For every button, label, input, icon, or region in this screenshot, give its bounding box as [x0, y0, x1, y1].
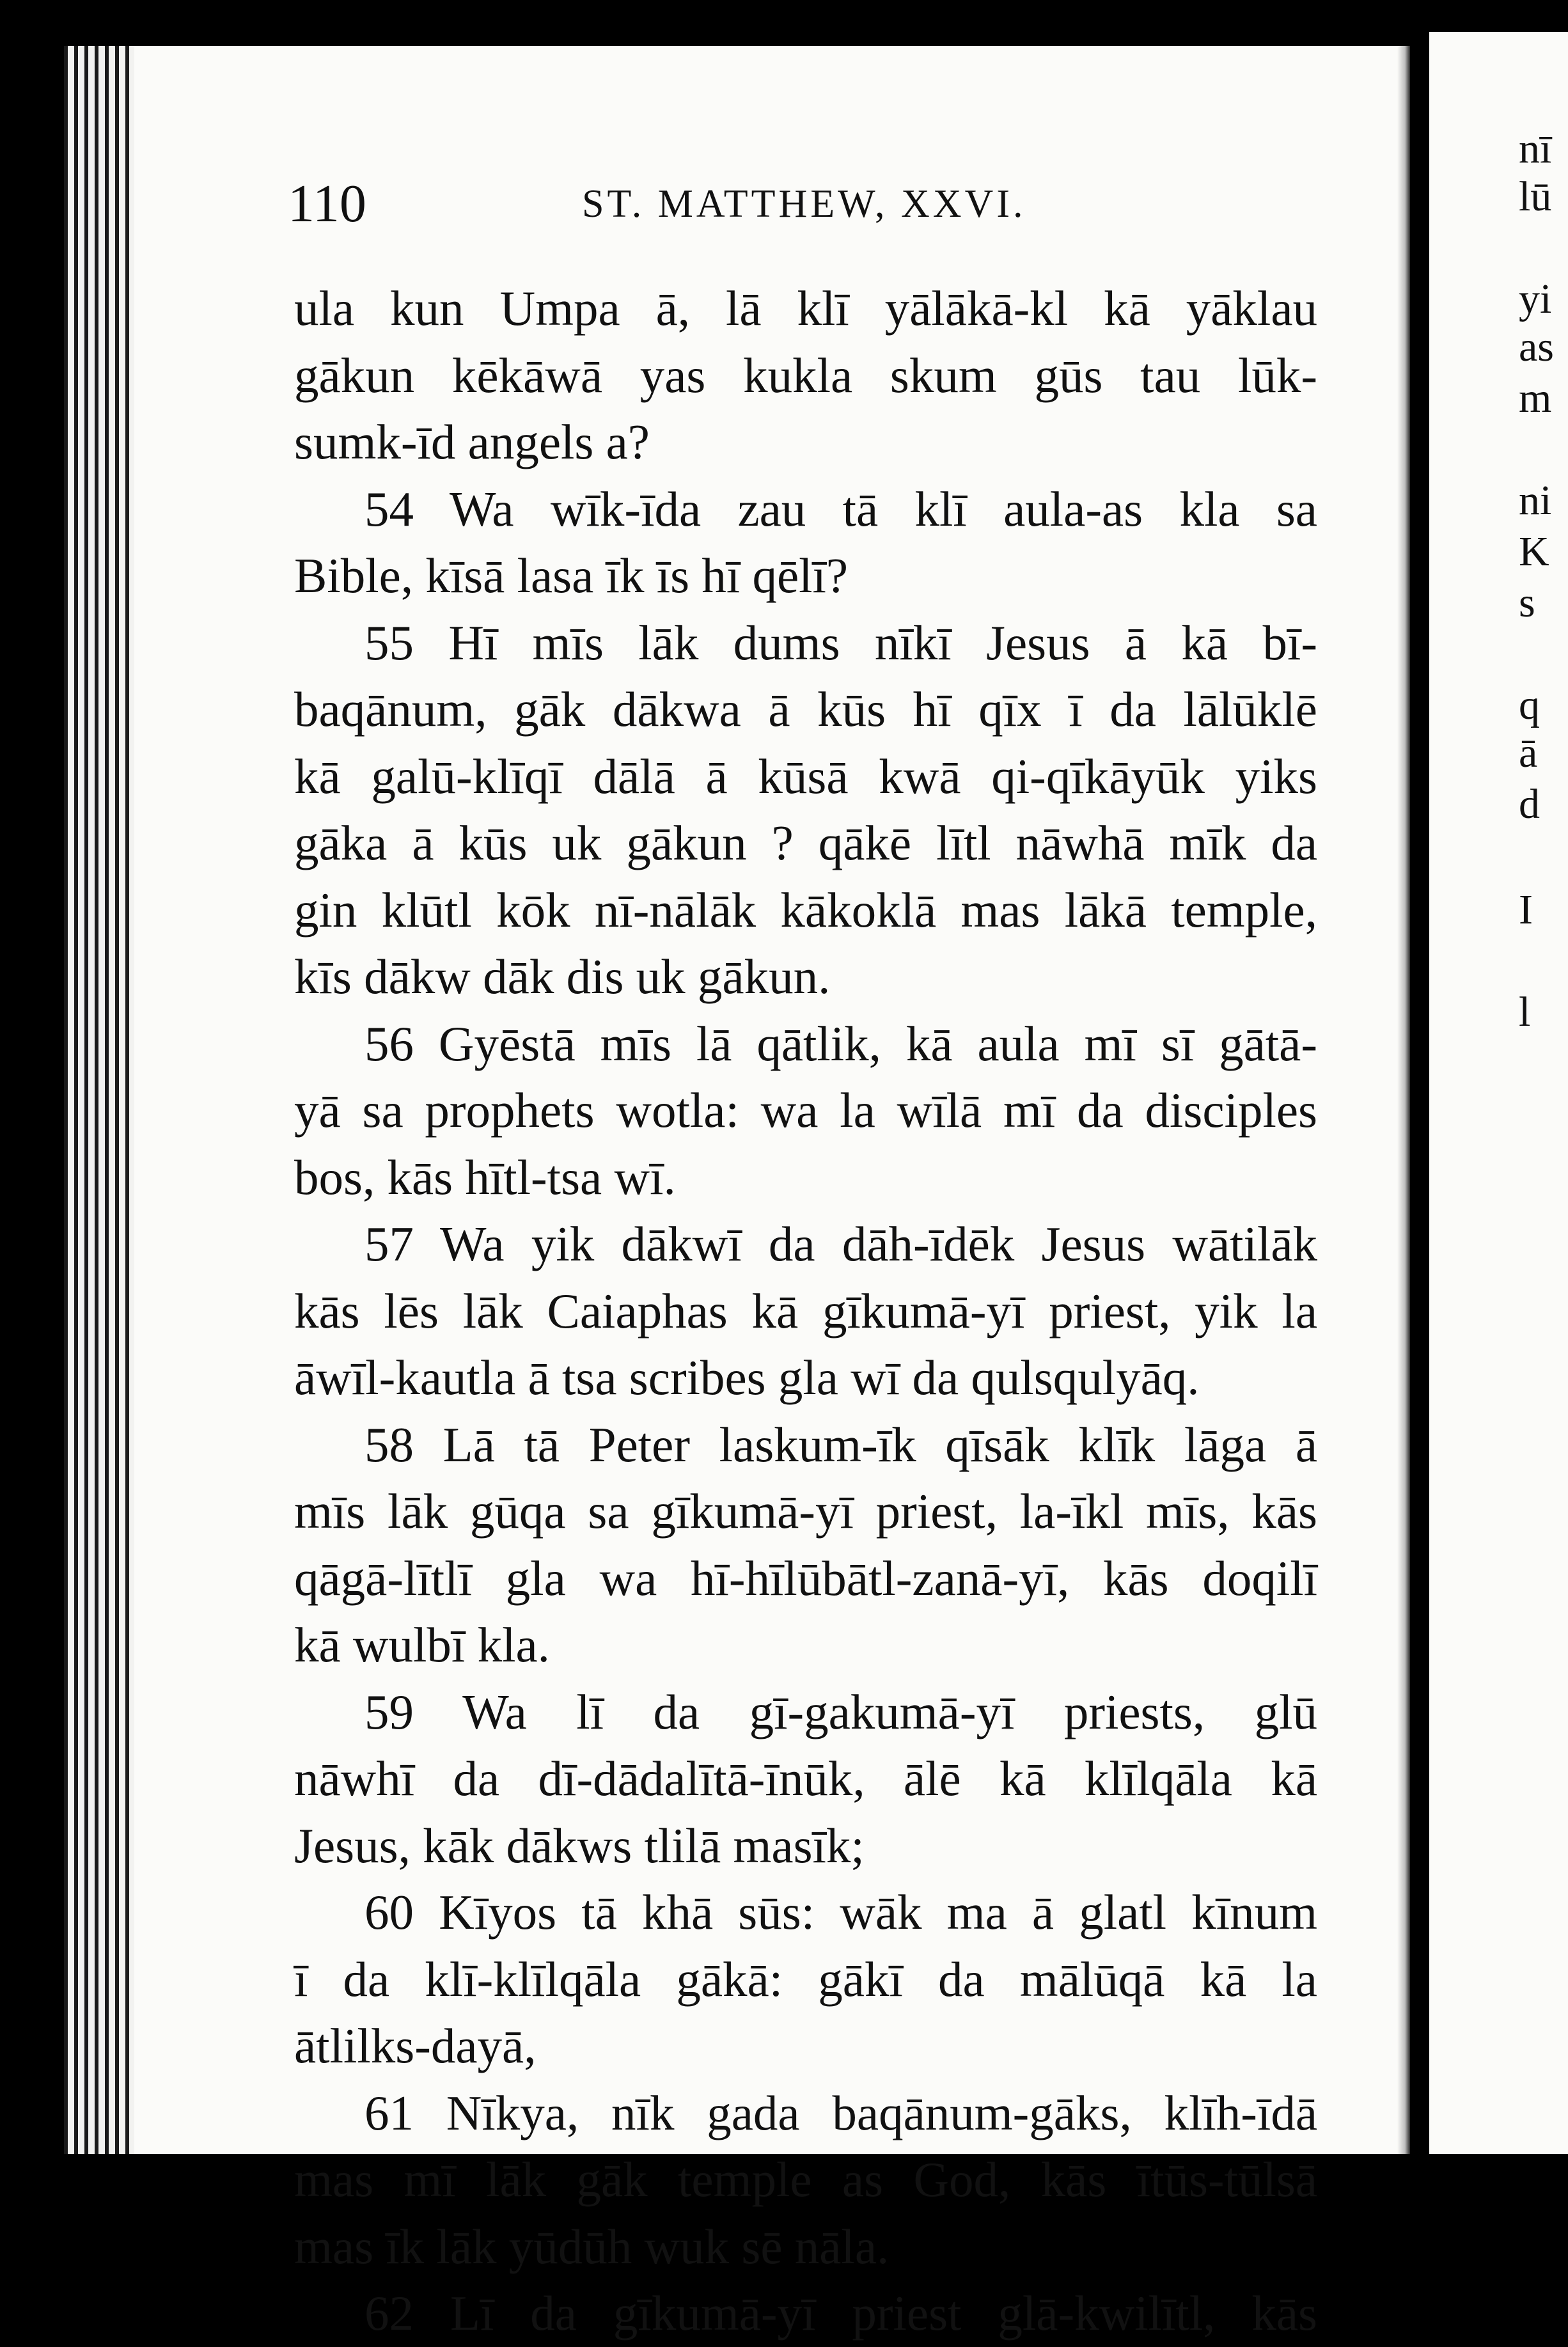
- adjacent-page-fragment: q: [1519, 682, 1540, 728]
- adjacent-page-fragment: ā: [1519, 730, 1538, 776]
- adjacent-page-fragment: d: [1519, 781, 1540, 828]
- text-line: baqānum, gāk dākwa ā kūs hī qīx ī da lālūklē: [294, 682, 1317, 737]
- text-line: kās lēs lāk Caiaphas kā gīkumā-yī priest, yik la: [294, 1283, 1317, 1338]
- text-line: sumk-īd angels a?: [294, 414, 650, 469]
- text-line: ī da klī-klīlqāla gākā: gākī da mālūqā kā la: [294, 1951, 1317, 2007]
- running-title: ST. MATTHEW, XXVI.: [582, 182, 1026, 226]
- adjacent-page-fragment: ni: [1519, 477, 1552, 524]
- adjacent-page-fragment: s: [1519, 579, 1535, 626]
- text-line: 58 Lā tā Peter laskum-īk qīsāk klīk lāga ā: [365, 1417, 1317, 1472]
- text-line: ātlilks-dayā,: [294, 2018, 537, 2073]
- adjacent-page-fragment: K: [1519, 528, 1549, 575]
- text-line: 60 Kīyos tā khā sūs: wāk ma ā glatl kīnum: [365, 1885, 1317, 1940]
- text-line: mīs lāk gūqa sa gīkumā-yī priest, la-īkl mīs, kās: [294, 1484, 1317, 1539]
- text-line: āwīl-kautla ā tsa scribes gla wī da qulsqulyāq.: [294, 1350, 1200, 1405]
- text-line: Jesus, kāk dākws tlilā masīk;: [294, 1817, 865, 1873]
- text-line: kā wulbī kla.: [294, 1617, 550, 1672]
- text-line: 56 Gyēstā mīs lā qātlik, kā aula mī sī gātā-: [365, 1016, 1317, 1071]
- text-line: bos, kās hītl-tsa wī.: [294, 1149, 676, 1205]
- book-spine: [1397, 46, 1410, 2154]
- text-line: yā sa prophets wotla: wa la wīlā mī da disciples: [294, 1083, 1317, 1138]
- text-line: kīs dākw dāk dis uk gākun.: [294, 949, 831, 1004]
- text-line: 61 Nīkya, nīk gada baqānum-gāks, klīh-īdā: [365, 2085, 1317, 2140]
- adjacent-page-fragment: yi: [1519, 276, 1552, 322]
- adjacent-page-fragment: lū: [1519, 173, 1552, 220]
- text-line: gākun kēkāwā yas kukla skum gūs tau lūk-: [294, 347, 1317, 403]
- body-text: [294, 275, 1317, 2347]
- text-line: nāwhī da dī-dādalītā-īnūk, ālē kā klīlqāla kā: [294, 1751, 1317, 1806]
- adjacent-page-fragment: l: [1519, 989, 1531, 1035]
- text-line: 57 Wa yik dākwī da dāh-īdēk Jesus wātilāk: [365, 1216, 1317, 1271]
- text-line: 59 Wa lī da gī-gakumā-yī priests, glū: [365, 1684, 1317, 1739]
- text-line: mas īk lāk yūdūh wuk sē nāla.: [294, 2218, 890, 2274]
- adjacent-page-fragment: m: [1519, 375, 1552, 421]
- text-line: qāgā-lītlī gla wa hī-hīlūbātl-zanā-yī, kās doqilī: [294, 1550, 1317, 1606]
- text-line: mas mī lāk gāk temple as God, kās ītūs-tūlsā: [294, 2152, 1317, 2207]
- adjacent-page-fragment: as: [1519, 324, 1554, 370]
- text-line: ula kun Umpa ā, lā klī yālākā-kl kā yāklau: [294, 281, 1317, 336]
- adjacent-page-fragment: I: [1519, 886, 1533, 933]
- text-line: 54 Wa wīk-īda zau tā klī aula-as kla sa: [365, 481, 1317, 537]
- text-line: 55 Hī mīs lāk dums nīkī Jesus ā kā bī-: [365, 615, 1317, 670]
- page-header: [288, 173, 1324, 233]
- text-line: Bible, kīsā lasa īk īs hī qēlī?: [294, 548, 849, 603]
- text-line: gāka ā kūs uk gākun ? qākē lītl nāwhā mīk da: [294, 815, 1317, 870]
- page-number: 110: [288, 174, 366, 233]
- adjacent-page: [1429, 32, 1568, 2154]
- adjacent-page-fragment: nī: [1519, 125, 1552, 172]
- text-line: kā galū-klīqī dālā ā kūsā kwā qi-qīkāyūk yiks: [294, 748, 1317, 804]
- page-edges: [64, 46, 134, 2154]
- text-line: 62 Lī da gīkumā-yī priest glā-kwilītl, kās: [365, 2286, 1317, 2341]
- text-line: gin klūtl kōk nī-nālāk kākoklā mas lākā temple,: [294, 882, 1317, 938]
